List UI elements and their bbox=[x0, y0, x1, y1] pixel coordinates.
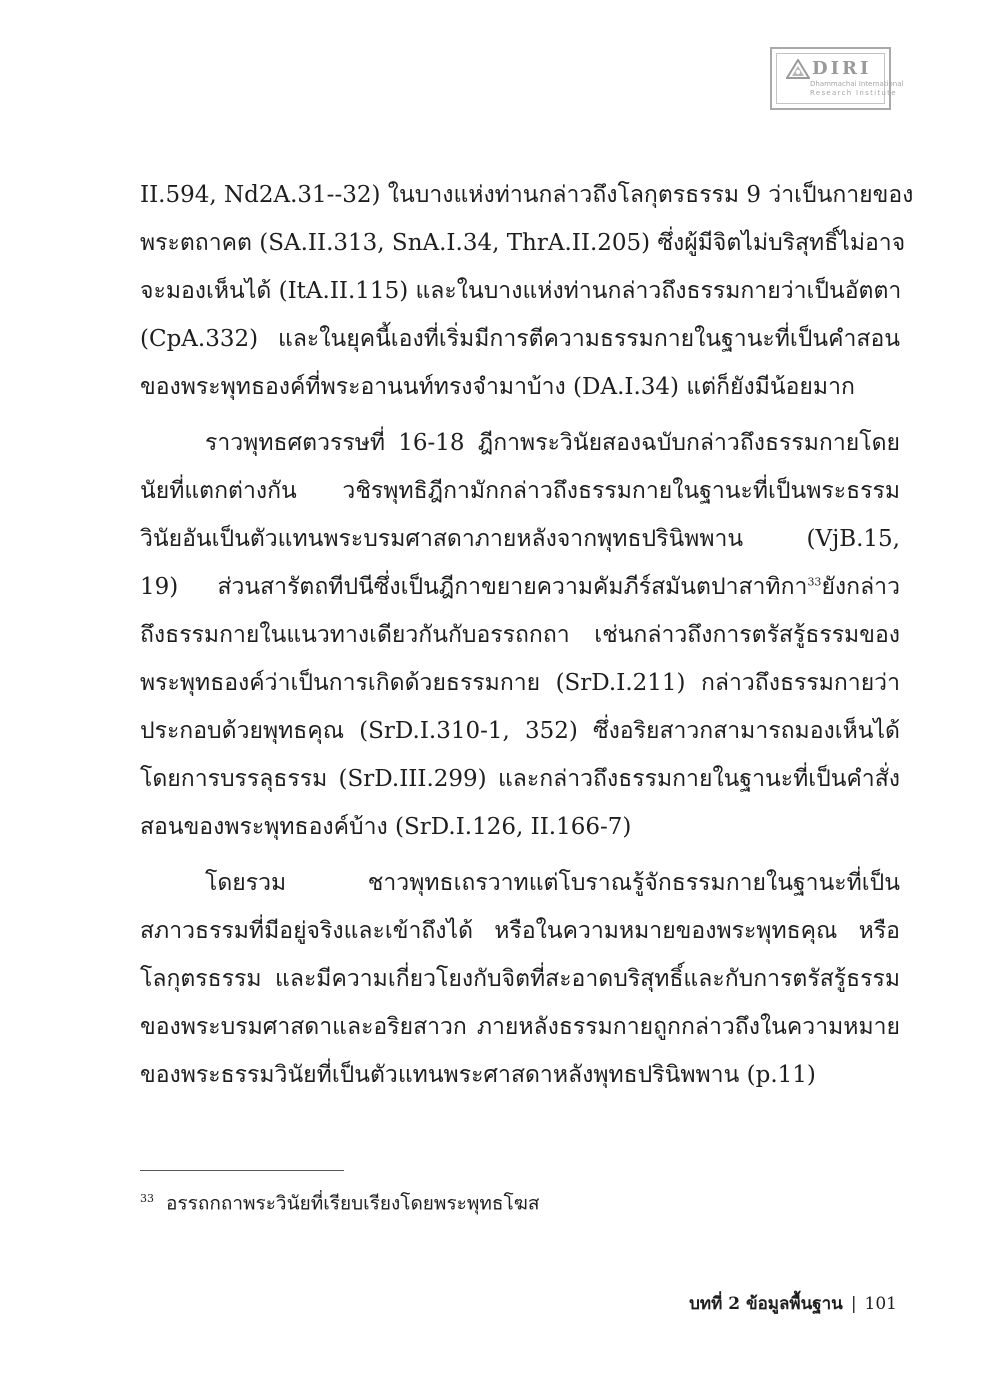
text-line: โดยรวม ชาวพุทธเถรวาทแต่โบราณรู้จักธรรมกายในฐานะที่เป็น bbox=[205, 870, 900, 896]
logo-subtitle-1: Dhammachai International bbox=[810, 80, 904, 88]
logo-wordmark: DIRI bbox=[812, 58, 872, 79]
footnote bbox=[140, 1185, 539, 1217]
text-line: วินัยอันเป็นตัวแทนพระบรมศาสดาภายหลังจากพุทธปรินิพพาน (VjB.15, bbox=[140, 526, 900, 552]
chapter-title: บทที่ 2 ข้อมูลพื้นฐาน bbox=[689, 1294, 843, 1314]
text-segment: ยังกล่าว bbox=[821, 574, 900, 600]
page-number: 101 bbox=[864, 1294, 897, 1314]
diri-logo bbox=[770, 47, 904, 110]
footer-separator: | bbox=[850, 1294, 857, 1314]
footnote-number: 33 bbox=[140, 1192, 154, 1205]
logo-subtitle-2: Research Institute bbox=[810, 89, 897, 97]
text-line: ประกอบด้วยพุทธคุณ (SrD.I.310-1, 352) ซึ่งอริยสาวกสามารถมองเห็นได้ bbox=[140, 718, 900, 744]
text-line: สอนของพระพุทธองค์บ้าง (SrD.I.126, II.166-7) bbox=[140, 814, 632, 840]
text-line: ของพระธรรมวินัยที่เป็นตัวแทนพระศาสดาหลังพุทธปรินิพพาน (p.11) bbox=[140, 1062, 816, 1088]
text-line: (CpA.332) และในยุคนี้เองที่เริ่มมีการตีความธรรมกายในฐานะที่เป็นคำสอน bbox=[140, 326, 900, 352]
footnote-text: อรรถกถาพระวินัยที่เรียบเรียงโดยพระพุทธโฆส bbox=[166, 1192, 540, 1215]
text-line: II.594, Nd2A.31--32) ในบางแห่งท่านกล่าวถึงโลกุตรธรรม 9 ว่าเป็นกายของ bbox=[140, 182, 914, 208]
text-line: โลกุตรธรรม และมีความเกี่ยวโยงกับจิตที่สะอาดบริสุทธิ์และกับการตรัสรู้ธรรม bbox=[140, 966, 900, 992]
text-line: พระตถาคต (SA.II.313, SnA.I.34, ThrA.II.205) ซึ่งผู้มีจิตไม่บริสุทธิ์ไม่อาจ bbox=[140, 230, 906, 256]
text-line: พระพุทธองค์ว่าเป็นการเกิดด้วยธรรมกาย (SrD.I.211) กล่าวถึงธรรมกายว่า bbox=[140, 670, 900, 696]
text-line: ของพระพุทธองค์ที่พระอานนท์ทรงจำมาบ้าง (DA.I.34) แต่ก็ยังมีน้อยมาก bbox=[140, 374, 855, 400]
text-line-with-footnote bbox=[140, 572, 900, 602]
footnote-divider bbox=[140, 1170, 344, 1171]
text-line: จะมองเห็นได้ (ItA.II.115) และในบางแห่งท่านกล่าวถึงธรรมกายว่าเป็นอัตตา bbox=[140, 278, 902, 304]
text-line: ถึงธรรมกายในแนวทางเดียวกันกับอรรถกถา เช่นกล่าวถึงการตรัสรู้ธรรมของ bbox=[140, 622, 900, 648]
text-line: ราวพุทธศตวรรษที่ 16-18 ฎีกาพระวินัยสองฉบับกล่าวถึงธรรมกายโดย bbox=[205, 430, 900, 456]
page-footer bbox=[689, 1290, 897, 1317]
text-line: นัยที่แตกต่างกัน วชิรพุทธิฎีกามักกล่าวถึงธรรมกายในฐานะที่เป็นพระธรรม bbox=[140, 478, 900, 504]
text-segment: 19) ส่วนสารัตถทีปนีซึ่งเป็นฎีกาขยายความคัมภีร์สมันตปาสาทิกา bbox=[140, 574, 808, 600]
text-line: ของพระบรมศาสดาและอริยสาวก ภายหลังธรรมกายถูกกล่าวถึงในความหมาย bbox=[140, 1014, 900, 1040]
text-line: โดยการบรรลุธรรม (SrD.III.299) และกล่าวถึงธรรมกายในฐานะที่เป็นคำสั่ง bbox=[140, 766, 900, 792]
footnote-ref[interactable]: 33 bbox=[807, 575, 822, 589]
text-line: สภาวธรรมที่มีอยู่จริงและเข้าถึงได้ หรือในความหมายของพระพุทธคุณ หรือ bbox=[140, 918, 900, 944]
triangle-emblem-icon bbox=[786, 59, 810, 79]
